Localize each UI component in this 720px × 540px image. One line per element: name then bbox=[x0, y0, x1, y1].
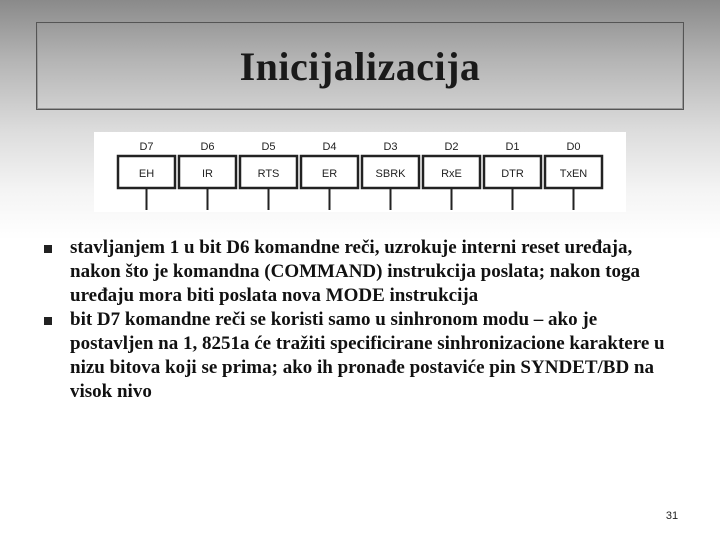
slide-title: Inicijalizacija bbox=[239, 43, 481, 89]
bit-label: D7 bbox=[139, 141, 154, 153]
square-bullet-icon bbox=[44, 245, 52, 253]
bit-label: D5 bbox=[261, 141, 276, 153]
command-word-register bbox=[94, 132, 626, 212]
bit-label: D0 bbox=[566, 141, 581, 153]
bullet-list bbox=[42, 236, 682, 404]
register-cell-label: RxE bbox=[441, 168, 462, 180]
bit-label: D1 bbox=[505, 141, 520, 153]
bit-label: D2 bbox=[444, 141, 459, 153]
page-number: 31 bbox=[665, 510, 679, 522]
register-cell-label: TxEN bbox=[559, 168, 588, 180]
square-bullet-icon bbox=[44, 317, 52, 325]
bullet-text-1: stavljanjem 1 u bit D6 komandne reči, uzrokuje interni reset uređaja, nakon što je komandna (COMMAND) instrukcija poslata; nakon toga uređaju mora biti poslata nova MODE instrukcija bbox=[70, 237, 641, 306]
bit-label: D4 bbox=[322, 141, 337, 153]
register-cell-label: EH bbox=[138, 168, 155, 180]
bullet-text-2: bit D7 komandne reči se koristi samo u sinhronom modu – ako je postavljen na 1, 8251a će tražiti specificirane sinhronizacione karaktere u nizu bitova koji se prima; ako ih pronađe postaviće pin SYNDET/BD na visok nivo bbox=[70, 309, 665, 402]
register-cell-label: SBRK bbox=[375, 168, 406, 180]
bit-label: D6 bbox=[200, 141, 215, 153]
register-cell-label: IR bbox=[202, 168, 213, 180]
bullet-item-2 bbox=[42, 308, 682, 404]
title-box bbox=[36, 22, 684, 110]
command-word-diagram bbox=[94, 132, 626, 212]
register-cell-label: RTS bbox=[257, 168, 280, 180]
register-cell-label: ER bbox=[321, 168, 338, 180]
bullet-item-1 bbox=[42, 236, 682, 308]
register-cell-label: DTR bbox=[501, 168, 524, 180]
bit-label: D3 bbox=[383, 141, 398, 153]
